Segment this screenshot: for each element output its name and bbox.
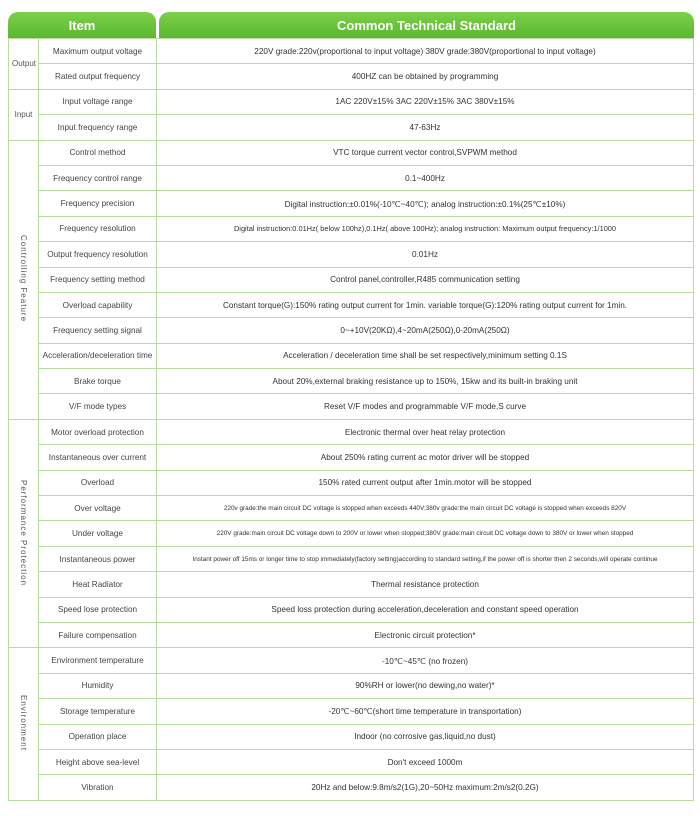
group-label-text: Environment — [19, 695, 28, 751]
table-row — [9, 292, 694, 317]
item-cell: Operation place — [39, 724, 157, 749]
table-row — [9, 89, 694, 114]
item-cell: Environment temperature — [39, 648, 157, 673]
group-label-text: Input — [14, 110, 33, 120]
item-cell: Maximum output voltage — [39, 39, 157, 64]
item-cell: Overload — [39, 470, 157, 495]
value-cell: Indoor (no corrosive gas,liquid,no dust) — [157, 724, 694, 749]
value-cell: Electronic circuit protection* — [157, 622, 694, 647]
value-cell: 220V grade:main circuit DC voltage down to 200V or lower when stopped;380V grade:main circuit DC voltage down to 380V or lower when stopped — [157, 521, 694, 546]
item-cell: Rated output frequency — [39, 64, 157, 89]
table-row — [9, 64, 694, 89]
group-label-text: Performance Protection — [19, 479, 28, 586]
table-row — [9, 572, 694, 597]
table-row — [9, 699, 694, 724]
value-cell: -20℃~60℃(short time temperature in transportation) — [157, 699, 694, 724]
value-cell: 1AC 220V±15% 3AC 220V±15% 3AC 380V±15% — [157, 89, 694, 114]
item-cell: Vibration — [39, 775, 157, 800]
group-label — [9, 419, 39, 648]
table-row — [9, 521, 694, 546]
table-row — [9, 673, 694, 698]
table-row — [9, 115, 694, 140]
item-cell: Motor overload protection — [39, 419, 157, 444]
table-row — [9, 165, 694, 190]
item-cell: Frequency setting method — [39, 267, 157, 292]
item-cell: Output frequency resolution — [39, 242, 157, 267]
table-row — [9, 419, 694, 444]
value-cell: Digital instruction:±0.01%(-10℃~40℃); analog instruction:±0.1%(25℃±10%) — [157, 191, 694, 216]
item-cell: Overload capability — [39, 292, 157, 317]
value-cell: 150% rated current output after 1min.motor will be stopped — [157, 470, 694, 495]
value-cell: VTC torque current vector control,SVPWM method — [157, 140, 694, 165]
value-cell: Acceleration / deceleration time shall be set respectively,minimum setting 0.1S — [157, 343, 694, 368]
value-cell: Electronic thermal over heat relay protection — [157, 419, 694, 444]
item-cell: Speed lose protection — [39, 597, 157, 622]
value-cell: About 20%,external braking resistance up to 150%, 15kw and its built-in braking unit — [157, 369, 694, 394]
value-cell: Digital instruction:0.01Hz( below 100hz),0.1Hz( above 100Hz); analog instruction: Maximum output frequency:1/1000 — [157, 216, 694, 241]
value-cell: 220V grade:220v(proportional to input voltage) 380V grade:380V(proportional to input voltage) — [157, 39, 694, 64]
item-cell: Input frequency range — [39, 115, 157, 140]
item-cell: Instantaneous power — [39, 546, 157, 571]
item-cell: Humidity — [39, 673, 157, 698]
item-cell: Heat Radiator — [39, 572, 157, 597]
group-label-text: Output — [12, 59, 37, 69]
item-cell: Under voltage — [39, 521, 157, 546]
value-cell: 0.1~400Hz — [157, 165, 694, 190]
item-cell: Input voltage range — [39, 89, 157, 114]
table-row — [9, 140, 694, 165]
table-row — [9, 597, 694, 622]
value-cell: Reset V/F modes and programmable V/F mode,S curve — [157, 394, 694, 419]
table-row — [9, 242, 694, 267]
value-cell: -10℃~45℃ (no frozen) — [157, 648, 694, 673]
item-cell: Height above sea-level — [39, 749, 157, 774]
table-header — [8, 12, 694, 38]
item-cell: Storage temperature — [39, 699, 157, 724]
item-cell: Control method — [39, 140, 157, 165]
value-cell: 0~+10V(20KΩ),4~20mA(250Ω),0-20mA(250Ω) — [157, 318, 694, 343]
value-cell: 47-63Hz — [157, 115, 694, 140]
group-label — [9, 89, 39, 140]
table-row — [9, 39, 694, 64]
table-row — [9, 343, 694, 368]
table-row — [9, 216, 694, 241]
table-row — [9, 648, 694, 673]
table-row — [9, 445, 694, 470]
value-cell: Control panel,controller,R485 communication setting — [157, 267, 694, 292]
table-row — [9, 191, 694, 216]
group-label-text: Controlling Feature — [19, 235, 28, 323]
item-cell: Failure compensation — [39, 622, 157, 647]
table-row — [9, 622, 694, 647]
value-cell: Thermal resistance protection — [157, 572, 694, 597]
value-cell: Constant torque(G):150% rating output current for 1min. variable torque(G):120% rating output current for 1min. — [157, 292, 694, 317]
value-cell: 0.01Hz — [157, 242, 694, 267]
header-item: Item — [8, 12, 156, 38]
table-row — [9, 470, 694, 495]
value-cell: Speed loss protection during acceleration,deceleration and constant speed operation — [157, 597, 694, 622]
item-cell: Brake torque — [39, 369, 157, 394]
value-cell: 90%RH or lower(no dewing,no water)* — [157, 673, 694, 698]
value-cell: 20Hz and below:9.8m/s2(1G),20~50Hz maximum:2m/s2(0.2G) — [157, 775, 694, 800]
item-cell: Frequency setting signal — [39, 318, 157, 343]
spec-sheet — [8, 12, 694, 801]
item-cell: Over voltage — [39, 496, 157, 521]
item-cell: Frequency precision — [39, 191, 157, 216]
table-row — [9, 724, 694, 749]
table-row — [9, 369, 694, 394]
group-label — [9, 648, 39, 800]
item-cell: Frequency resolution — [39, 216, 157, 241]
table-row — [9, 546, 694, 571]
value-cell: 400HZ can be obtained by programming — [157, 64, 694, 89]
table-row — [9, 496, 694, 521]
spec-table-body — [9, 39, 694, 801]
value-cell: Don't exceed 1000m — [157, 749, 694, 774]
group-label — [9, 140, 39, 419]
item-cell: Instantaneous over current — [39, 445, 157, 470]
value-cell: About 250% rating current ac motor driver will be stopped — [157, 445, 694, 470]
table-row — [9, 318, 694, 343]
value-cell: Instant power off 15ms or longer time to stop immediately(factory setting)according to standard setting,if the power off is shorter then 2 seconds,will operate continue — [157, 546, 694, 571]
spec-table — [8, 38, 694, 801]
group-label — [9, 39, 39, 90]
table-row — [9, 267, 694, 292]
item-cell: V/F mode types — [39, 394, 157, 419]
header-standard: Common Technical Standard — [159, 12, 694, 38]
table-row — [9, 775, 694, 800]
table-row — [9, 749, 694, 774]
value-cell: 220v grade:the main circuit DC voltage is stopped when exceeds 440V;380v grade:the main circuit DC voltage is stopped when exceeds 820V — [157, 496, 694, 521]
table-row — [9, 394, 694, 419]
item-cell: Frequency control range — [39, 165, 157, 190]
item-cell: Acceleration/deceleration time — [39, 343, 157, 368]
